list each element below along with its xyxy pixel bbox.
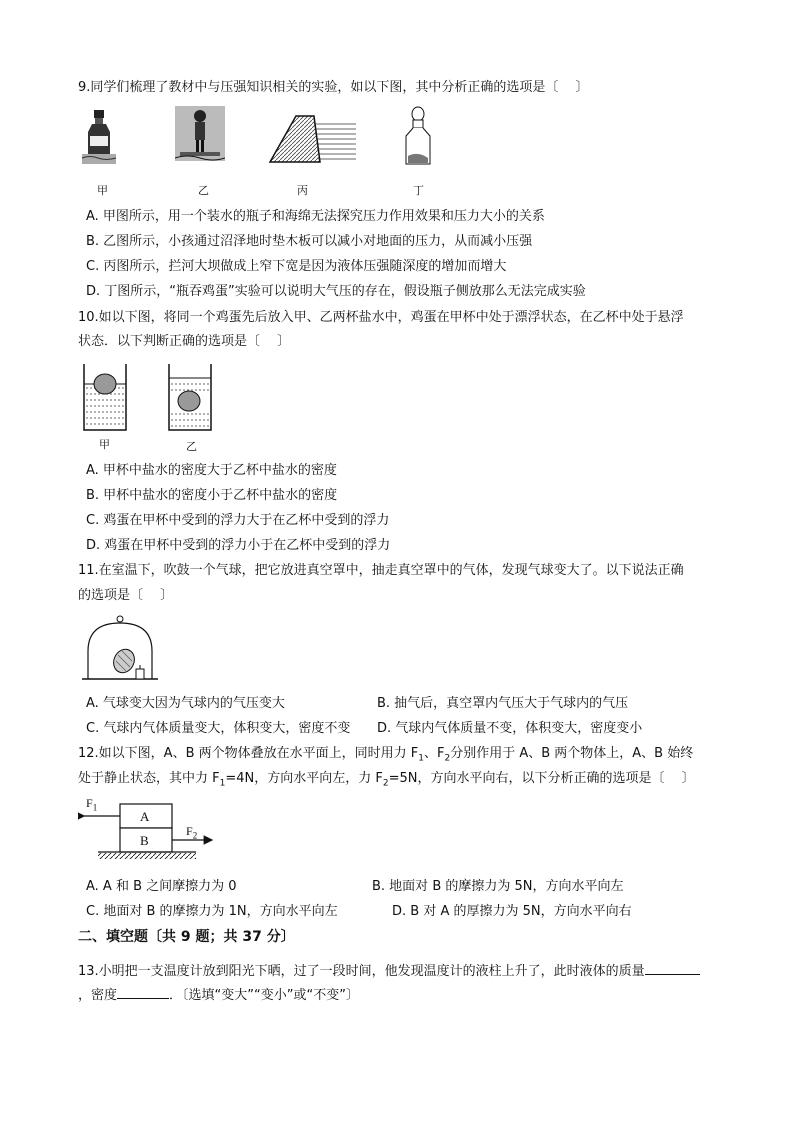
- q10-option-b: B. 甲杯中盐水的密度小于乙杯中盐水的密度: [86, 488, 338, 503]
- q9-caption-jia: 甲: [97, 184, 108, 197]
- q12-figure-blocks: [78, 796, 218, 864]
- q10-caption-yi: 乙: [186, 440, 197, 453]
- q12-force1-letter: F: [86, 796, 93, 810]
- q9-stem: 9.同学们梳理了教材中与压强知识相关的实验，如以下图，其中分析正确的选项是〔 〕: [78, 80, 589, 95]
- q12-f2-sub: 2: [444, 753, 451, 764]
- q12-force1-label: [86, 796, 97, 812]
- q12-f1-sub: 1: [418, 753, 424, 764]
- q10-option-c: C. 鸡蛋在甲杯中受到的浮力大于在乙杯中受到的浮力: [86, 513, 390, 528]
- q10-figure-jia-beaker: [80, 362, 130, 434]
- q11-option-b: B. 抽气后，真空罩内气压大于气球内的气压: [377, 696, 629, 711]
- q9-option-b: B. 乙图所示，小孩通过沼泽地时垫木板可以减小对地面的压力，从而减小压强: [86, 234, 533, 249]
- q9-figure-jia-bottom-on-sponge: [80, 108, 120, 168]
- q12-option-d: D. B 对 A 的厚擦力为 5N，方向水平向右: [392, 904, 632, 919]
- q9-caption-yi: 乙: [198, 184, 209, 197]
- q13-stem-text: 13.小明把一支温度计放到阳光下晒，过了一段时间，他发现温度计的液柱上升了，此时液体的质量: [78, 964, 645, 979]
- q9-caption-bing: 丙: [297, 184, 308, 197]
- q10-caption-jia: 甲: [99, 438, 110, 451]
- q12-block-b-label: B: [140, 833, 149, 848]
- q12-block-a-label: A: [140, 809, 150, 824]
- q10-option-a: A. 甲杯中盐水的密度大于乙杯中盐水的密度: [86, 463, 337, 478]
- q11-stem-line2: 的选项是〔 〕: [78, 588, 174, 603]
- q12-stem-text: =5N，方向水平向右，以下分析正确的选项是〔 〕: [388, 771, 695, 786]
- q9-option-a: A. 甲图所示，用一个装水的瓶子和海绵无法探究压力作用效果和压力大小的关系: [86, 209, 545, 224]
- q11-figure-vacuum-bell-jar: [80, 615, 160, 685]
- q13-stem-text: ．〔选填“变大”“变小”或“不变”〕: [169, 988, 359, 1003]
- q13-stem-line1: [78, 962, 700, 981]
- q10-stem-line2: 状态．以下判断正确的选项是〔 〕: [78, 334, 291, 349]
- q12-stem-text: 处于静止状态，其中力 F: [78, 771, 220, 786]
- q9-figure-yi-child-on-board: [175, 106, 225, 166]
- q12-stem-line1: [78, 745, 693, 768]
- q12-option-c: C. 地面对 B 的摩擦力为 1N，方向水平向左: [86, 904, 338, 919]
- q11-option-a: A. 气球变大因为气球内的气压变大: [86, 696, 285, 711]
- q12-force2-sub: 2: [192, 830, 198, 841]
- q12-option-b: B. 地面对 B 的摩擦力为 5N，方向水平向左: [372, 879, 624, 894]
- q9-option-c: C. 丙图所示，拦河大坝做成上窄下宽是因为液体压强随深度的增加而增大: [86, 259, 507, 274]
- q13-blank-mass[interactable]: [645, 962, 700, 975]
- q9-option-d: D. 丁图所示，“瓶吞鸡蛋”实验可以说明大气压的存在，假设瓶子侧放那么无法完成实验: [86, 284, 586, 299]
- q11-option-c: C. 气球内气体质量变大，体积变大，密度不变: [86, 721, 351, 736]
- q11-stem-line1: 11.在室温下，吹鼓一个气球，把它放进真空罩中，抽走真空罩中的气体，发现气球变大了。以下说法正确: [78, 563, 684, 578]
- q12-stem-text: 12.如以下图，A、B 两个物体叠放在水平面上，同时用力 F: [78, 746, 419, 761]
- q12-stem-line2: [78, 770, 695, 793]
- q12-f1-sub: 1: [219, 778, 226, 789]
- q12-force2-label: [186, 824, 197, 840]
- q12-f2-sub: 2: [382, 778, 389, 789]
- q12-option-a: A. A 和 B 之间摩擦力为 0: [86, 879, 237, 894]
- q10-option-d: D. 鸡蛋在甲杯中受到的浮力小于在乙杯中受到的浮力: [86, 538, 391, 553]
- q10-stem-line1: 10.如以下图，将同一个鸡蛋先后放入甲、乙两杯盐水中，鸡蛋在甲杯中处于漂浮状态，在乙杯中处于悬浮: [78, 310, 684, 325]
- q9-caption-ding: 丁: [413, 184, 424, 197]
- q13-stem-text: ，密度: [78, 988, 118, 1003]
- q12-stem-text: 、F: [423, 746, 445, 761]
- q12-force1-sub: 1: [92, 802, 98, 813]
- q12-stem-text: 分别作用于 A、B 两个物体上，A、B 始终: [450, 746, 694, 761]
- q12-force2-letter: F: [186, 824, 193, 838]
- q9-figure-ding-egg-in-bottle: [398, 106, 438, 168]
- q12-stem-text: =4N，方向水平向左，力 F: [225, 771, 383, 786]
- q10-figure-yi-beaker: [165, 362, 215, 434]
- q11-option-d: D. 气球内气体质量不变，体积变大，密度变小: [377, 721, 643, 736]
- section-title: 二、填空题〔共 9 题；共 37 分〕: [78, 929, 295, 945]
- q13-blank-density[interactable]: [117, 986, 169, 999]
- q13-stem-line2: [78, 986, 359, 1005]
- q9-figure-bing-dam: [268, 112, 358, 167]
